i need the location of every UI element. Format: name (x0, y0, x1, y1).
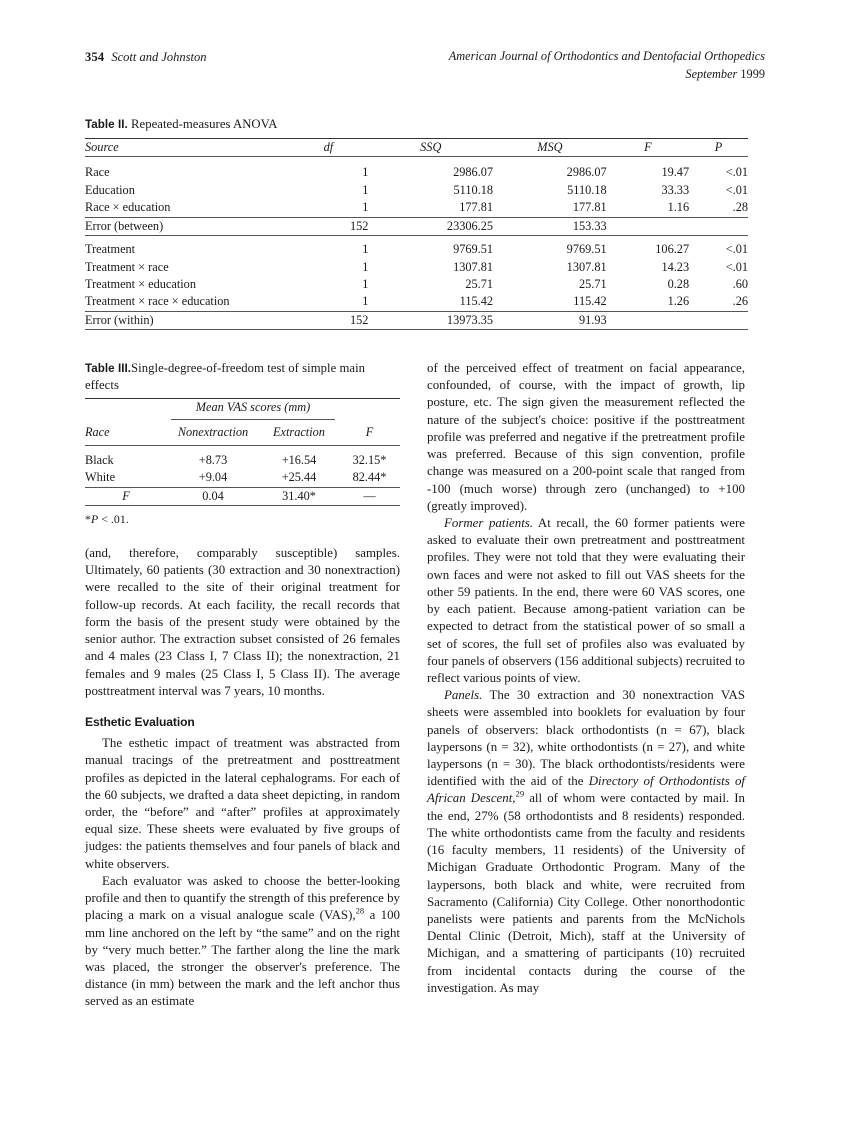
cell-p (689, 217, 748, 235)
table-row (85, 164, 748, 181)
reference-marker-28: 28 (355, 906, 365, 916)
cell-msq: 115.42 (573, 294, 607, 309)
cell-f (607, 217, 689, 235)
cell-ssq: 9769.51 (453, 242, 494, 257)
table-row (85, 182, 748, 199)
table-row (85, 469, 400, 487)
cell-nonextraction-f: 0.04 (167, 487, 259, 505)
cell-extraction: +16.54 (281, 452, 317, 467)
cell-nonextraction: +8.73 (198, 452, 228, 467)
cell-f: 82.44* (352, 470, 387, 485)
cell-p: <.01 (725, 242, 748, 257)
running-head-right (449, 48, 765, 84)
cell-p: .60 (732, 277, 748, 291)
table-2-col-df: df (288, 138, 368, 156)
table-3-spanner-label: Mean VAS scores (mm) (171, 399, 334, 419)
cell-source: Treatment × race (85, 259, 169, 274)
note-rest: < .01. (98, 512, 129, 527)
table-2-grid (85, 138, 748, 336)
cell-f: 1.26 (667, 294, 690, 309)
paragraph-former-patients (427, 515, 745, 687)
cell-p: .28 (732, 200, 748, 215)
cell-msq: 91.93 (493, 311, 607, 329)
table-2 (85, 116, 748, 335)
cell-nonextraction: +9.04 (198, 470, 228, 485)
cell-ssq: 23306.25 (368, 217, 493, 235)
cell-ssq: 1307.81 (453, 259, 494, 274)
issue-date (449, 66, 765, 84)
cell-f-dash: — (339, 487, 400, 505)
cell-ssq: 2986.07 (453, 165, 494, 180)
table-3-spanner-row (85, 399, 400, 420)
table-row (85, 276, 748, 293)
cell-race: White (85, 470, 116, 485)
running-head-authors: Scott and Johnston (111, 50, 207, 64)
cell-msq: 177.81 (572, 200, 607, 215)
table-row (85, 259, 748, 276)
cell-f: 32.15* (352, 452, 387, 467)
table-row (85, 311, 748, 329)
table-2-caption (85, 116, 748, 133)
cell-source: Treatment × education (85, 277, 196, 291)
note-star: * (85, 512, 91, 527)
table-3-title: Single-degree-of-freedom test of simple main effects (85, 361, 366, 392)
cell-df: 152 (288, 217, 368, 235)
cell-df: 1 (362, 165, 369, 180)
cell-df: 1 (362, 294, 369, 309)
cell-df: 1 (362, 200, 369, 215)
reference-marker-29: 29 (515, 789, 525, 800)
table-3-caption (85, 360, 400, 393)
table-2-bottom-rule (85, 330, 748, 336)
table-2-number: Table II. (85, 118, 128, 131)
running-head-left (85, 48, 207, 66)
cell-source: Treatment (85, 242, 136, 257)
note-p-symbol: P (90, 512, 99, 527)
cell-f: 33.33 (661, 182, 690, 197)
table-2-col-msq: MSQ (493, 138, 607, 156)
cell-f: 1.16 (667, 200, 690, 215)
cell-f: 14.23 (661, 259, 690, 274)
cell-ssq: 13973.35 (368, 311, 493, 329)
table-3 (85, 360, 400, 527)
body-column-left (85, 545, 400, 1011)
cell-df: 1 (362, 277, 369, 291)
cell-race-f-label: F (85, 487, 167, 505)
cell-f: 0.28 (667, 277, 690, 291)
cell-source: Education (85, 182, 135, 197)
cell-p: <.01 (725, 165, 748, 180)
running-head (85, 48, 765, 88)
table-2-col-f: F (607, 138, 689, 156)
cell-extraction: +25.44 (281, 470, 317, 485)
spanner-spacer-right (339, 399, 400, 420)
vas-text-after: a 100 mm line anchored on the left by “the same” and on the right by “very much better.” The farther along the line the mark was placed, the stronger the observer's preference. The distance (in mm) between the mark and the left anchor thus served as an estimate (85, 908, 400, 1009)
table-3-col-nonextraction: Nonextraction (177, 424, 249, 439)
table-3-col-f: F (365, 424, 374, 439)
cell-p: <.01 (725, 259, 748, 274)
paragraph: of the perceived effect of treatment on facial appearance, confounded, of course, with the impact of growth, lip posture, etc. The sign given the measurement reflected the nature of the subject's choice: positive if the posttreatment profile was preferred and negative if the pretreatment profile was preferred. Because of this sign convention, profile change was measured on a 200-point scale that ranged from -100 (much worse) through zero (unchanged) to +100 (greatly improved). (427, 361, 745, 513)
table-2-title: Repeated-measures ANOVA (131, 117, 278, 131)
paragraph-text-a: The 30 extraction and 30 nonextraction VAS sheets were assembled into booklets for evaluation by four panels of observers: black orthodontists (n = 67), black laypersons (n = 32), white orthodontists (n = 27), and white laypersons (n = 30). The black orthodontists/residents were identified with the aid of the (427, 688, 745, 789)
cell-source: Race (85, 165, 110, 180)
page-number: 354 (85, 50, 105, 64)
cell-df: 152 (288, 311, 368, 329)
paragraph-text: At recall, the 60 former patients were asked to evaluate their own pretreatment and posttreatment profiles. They were not told that they were evaluating their own faces and were not asked to fill out VAS sheets for the other 59 patients. In the end, there were 60 VAS scores, one by each patient. Because among-patient variation can be expected to detract from the statistical power of so small a set of scores, the full set of profiles also was evaluated by four panels of observers (156 additional subjects) recruited to reflect various points of view. (427, 515, 745, 685)
table-3-header-row (85, 420, 400, 446)
cell-msq: 9769.51 (566, 242, 607, 257)
paragraph: (and, therefore, comparably susceptible) samples. Ultimately, 60 patients (30 extraction and 30 nonextraction) were recalled to the site of their original treatment for follow-up records. At each facility, the recall records that form the basis of the present study were obtained by the senior author. The extraction subset consisted of 26 females and 4 males (23 Class I, 7 Class II); the nonextraction, 21 females and 9 males (25 Class I, 5 Class II). The average posttreatment interval was 7 years, 10 months. (85, 546, 400, 698)
cell-source: Treatment × race × education (85, 294, 230, 309)
cell-msq: 2986.07 (566, 165, 607, 180)
cell-msq: 153.33 (493, 217, 607, 235)
runin-heading-panels: Panels. (444, 688, 483, 703)
table-2-col-p: P (689, 138, 748, 156)
issue-month: September (685, 66, 738, 81)
cell-df: 1 (362, 182, 369, 197)
cell-ssq: 177.81 (459, 200, 494, 215)
cell-source: Error (within) (85, 311, 288, 329)
table-row (85, 293, 748, 311)
table-row (85, 241, 748, 258)
table-3-col-race: Race (85, 424, 110, 439)
table-3-number: Table III. (85, 362, 132, 375)
vas-text-before: Each evaluator was asked to choose the better-looking profile and then to quantify the strength of this preference by placing a mark on a visual analogue scale (VAS), (85, 873, 400, 923)
cell-f (607, 311, 689, 329)
table-row (85, 452, 400, 469)
cell-msq: 25.71 (578, 277, 607, 291)
table-3-note (85, 507, 400, 527)
spanner-spacer (85, 399, 167, 420)
table-3-footer-row (85, 487, 400, 505)
journal-title: American Journal of Orthodontics and Dentofacial Orthopedics (448, 49, 765, 63)
cell-msq: 1307.81 (566, 259, 607, 274)
table-row (85, 199, 748, 217)
cell-p: .26 (732, 294, 748, 309)
cell-p (689, 311, 748, 329)
table-row (85, 217, 748, 235)
cell-df: 1 (362, 242, 369, 257)
table-3-grid (85, 398, 400, 507)
table-2-header-row (85, 138, 748, 156)
cell-source: Race × education (85, 200, 171, 215)
paragraph: The esthetic impact of treatment was abstracted from manual tracings of the pretreatment and posttreatment profiles as depicted in the lateral cephalograms. For each of the 60 subjects, we drafted a data sheet depicting, in random order, the “before” and “after” profiles at approximately equal size. These sheets were evaluated by five groups of judges: the patients themselves and four panels of black and white observers. (85, 736, 400, 871)
table-3-col-extraction: Extraction (273, 424, 325, 439)
cell-f: 106.27 (655, 242, 690, 257)
issue-year: 1999 (740, 66, 765, 81)
cell-df: 1 (362, 259, 369, 274)
cell-msq: 5110.18 (567, 182, 607, 197)
table-2-rule (85, 157, 748, 165)
cell-extraction-f: 31.40* (259, 487, 339, 505)
cell-f: 19.47 (661, 165, 690, 180)
body-column-right (427, 360, 745, 997)
table-3-spanner (167, 399, 339, 420)
cell-p: <.01 (725, 182, 748, 197)
cell-ssq: 115.42 (459, 294, 494, 309)
paragraph-vas (85, 873, 400, 1011)
table-2-col-ssq: SSQ (368, 138, 493, 156)
section-heading-esthetic-evaluation: Esthetic Evaluation (85, 714, 195, 729)
runin-heading-former-patients: Former patients. (444, 515, 534, 530)
cell-ssq: 25.71 (465, 277, 494, 291)
table-2-col-source: Source (85, 138, 288, 156)
cited-work-title: Directory of Orthodontists of African Descent, (427, 774, 745, 806)
cell-race: Black (85, 452, 114, 467)
cell-ssq: 5110.18 (453, 182, 494, 197)
paragraph-panels (427, 687, 745, 997)
paragraph-text-b: all of whom were contacted by mail. In the end, 27% (58 orthodontists and 8 residents) responded. The white orthodontists came from the faculty and residents (16 faculty members, 11 residents) of the University of Michigan Graduate Orthodontic Program. Many of the laypersons, both black and white, were recruited from Sacramento (California) City College. Other nonorthodontic panelists were patients and parents from the McNichols Dental Clinic (Detroit, Mich), staff at the University of Michigan, and a smattering of participants (10) recruited from incidental contacts during the course of the investigation. As may (427, 791, 745, 995)
cell-source: Error (between) (85, 217, 288, 235)
